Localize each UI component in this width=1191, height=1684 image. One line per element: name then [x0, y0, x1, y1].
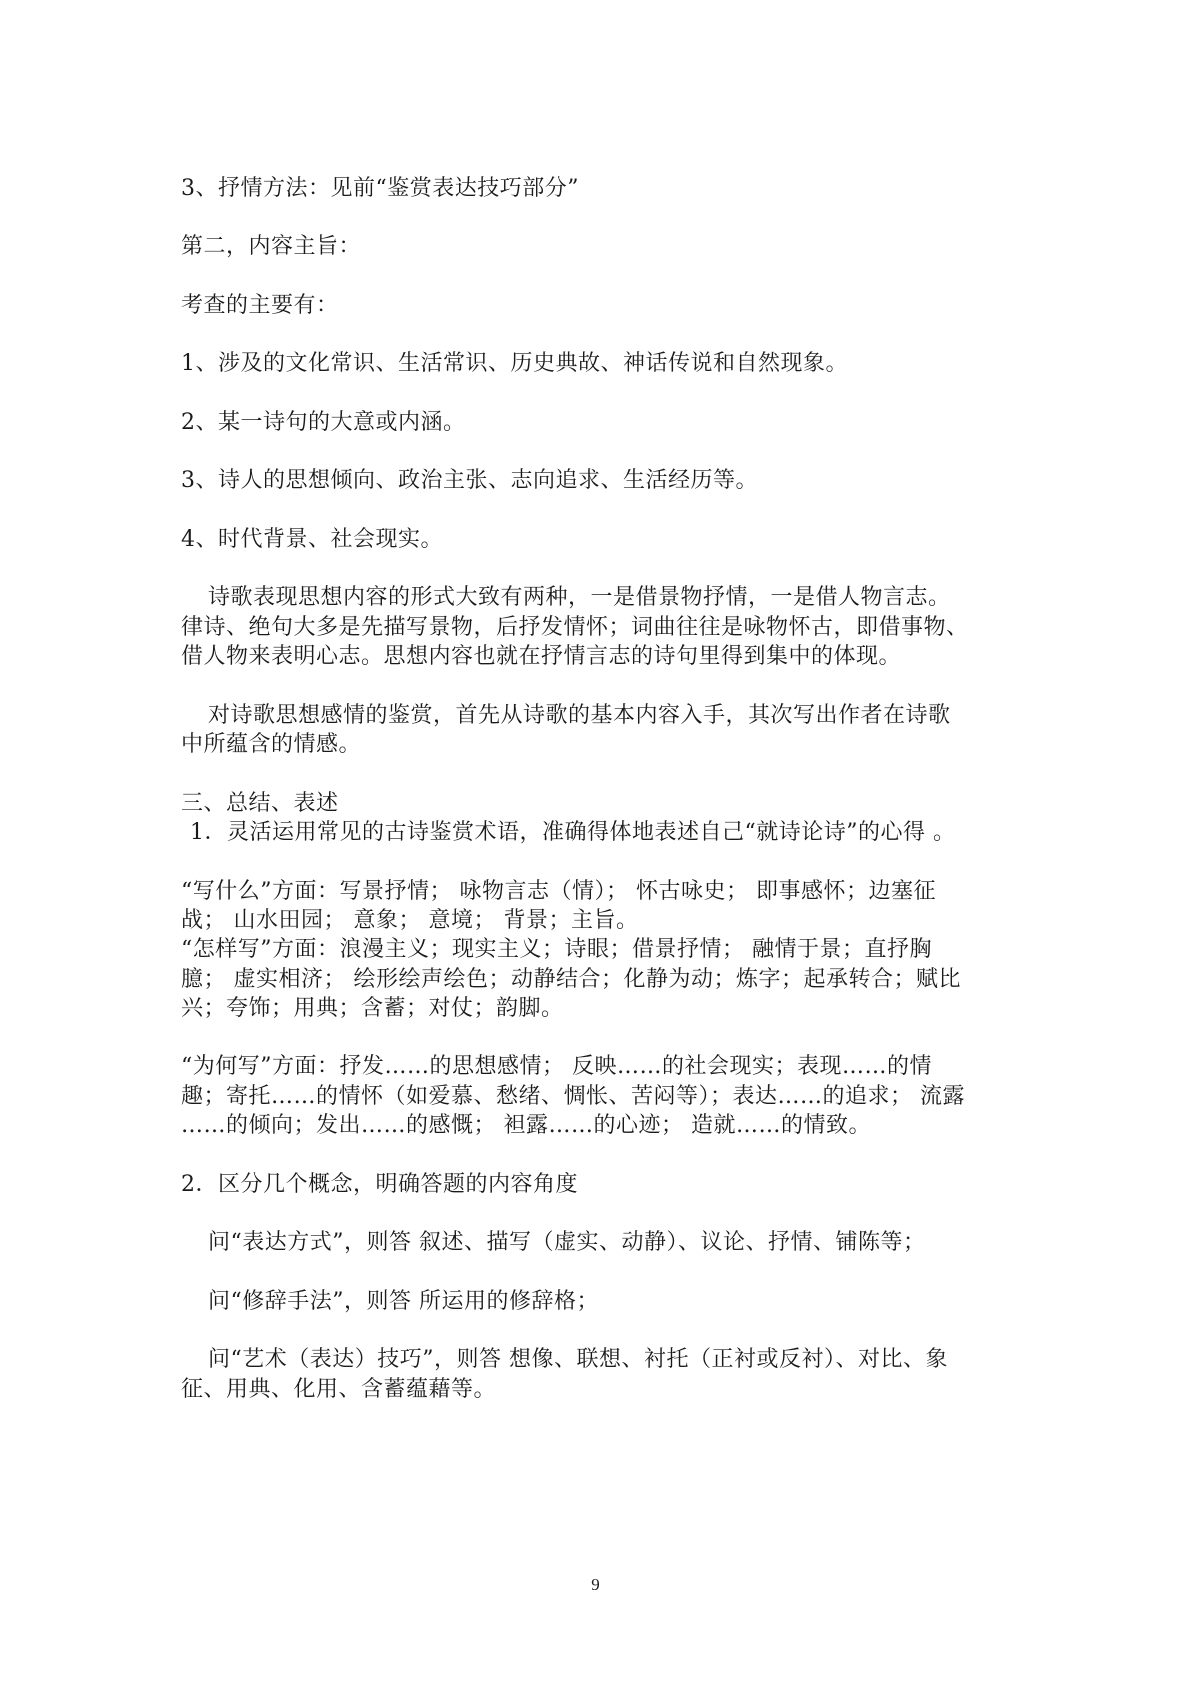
question-rhetoric: 问“修辞手法”，则答 所运用的修辞格；	[208, 1289, 599, 1314]
paragraph-2-line-1: 对诗歌思想感情的鉴赏，首先从诗歌的基本内容入手，其次写出作者在诗歌	[208, 703, 951, 728]
why-write-line-2: 趣；寄托……的情怀（如爱慕、愁绪、惆怅、苦闷等）；表达……的追求； 流露	[181, 1084, 965, 1109]
how-to-write-line-2: 臆； 虚实相济； 绘形绘声绘色；动静结合；化静为动；炼字；起承转合；赋比	[181, 967, 961, 992]
what-to-write-line-2: 战； 山水田园； 意象； 意境； 背景；主旨。	[181, 908, 639, 933]
question-expression-mode: 问“表达方式”，则答 叙述、描写（虚实、动静）、议论、抒情、铺陈等；	[208, 1230, 926, 1255]
section-heading-summary: 三、总结、表述	[181, 791, 339, 816]
summary-point-2: 2．区分几个概念，明确答题的内容角度	[181, 1172, 578, 1197]
paragraph-1-line-2: 律诗、绝句大多是先描写景物，后抒发情怀；词曲往往是咏物怀古，即借事物、	[181, 615, 969, 640]
why-write-line-1: “为何写”方面：抒发……的思想感情； 反映……的社会现实；表现……的情	[181, 1054, 932, 1079]
how-to-write-line-3: 兴；夸饰；用典；含蓄；对仗；韵脚。	[181, 996, 564, 1021]
summary-point-1: 1．灵活运用常见的古诗鉴赏术语，准确得体地表述自己“就诗论诗”的心得 。	[190, 820, 956, 845]
question-art-technique-line-1: 问“艺术（表达）技巧”，则答 想像、联想、衬托（正衬或反衬）、对比、象	[208, 1347, 948, 1372]
paragraph-1-line-3: 借人物来表明心志。思想内容也就在抒情言志的诗句里得到集中的体现。	[181, 644, 902, 669]
how-to-write-line-1: “怎样写”方面：浪漫主义；现实主义；诗眼；借景抒情； 融情于景；直抒胸	[181, 937, 932, 962]
list-item-4: 4、时代背景、社会现实。	[181, 527, 443, 552]
list-item-2: 2、某一诗句的大意或内涵。	[181, 410, 466, 435]
method-lyric-line: 3、抒情方法：见前“鉴赏表达技巧部分”	[181, 176, 579, 201]
list-item-1: 1、涉及的文化常识、生活常识、历史典故、神话传说和自然现象。	[181, 351, 848, 376]
what-to-write-line-1: “写什么”方面：写景抒情； 咏物言志（情）； 怀古咏史； 即事感怀；边塞征	[181, 879, 936, 904]
page-number: 9	[591, 1575, 600, 1594]
question-art-technique-line-2: 征、用典、化用、含蓄蕴藉等。	[181, 1377, 497, 1402]
section-heading-content: 第二，内容主旨：	[181, 234, 362, 259]
paragraph-2-line-2: 中所蕴含的情感。	[181, 732, 362, 757]
exam-intro-line: 考查的主要有：	[181, 293, 339, 318]
list-item-3: 3、诗人的思想倾向、政治主张、志向追求、生活经历等。	[181, 468, 758, 493]
paragraph-1-line-1: 诗歌表现思想内容的形式大致有两种，一是借景物抒情，一是借人物言志。	[208, 585, 951, 610]
why-write-line-3: ……的倾向；发出……的感慨； 袒露……的心迹； 造就……的情致。	[181, 1113, 871, 1138]
